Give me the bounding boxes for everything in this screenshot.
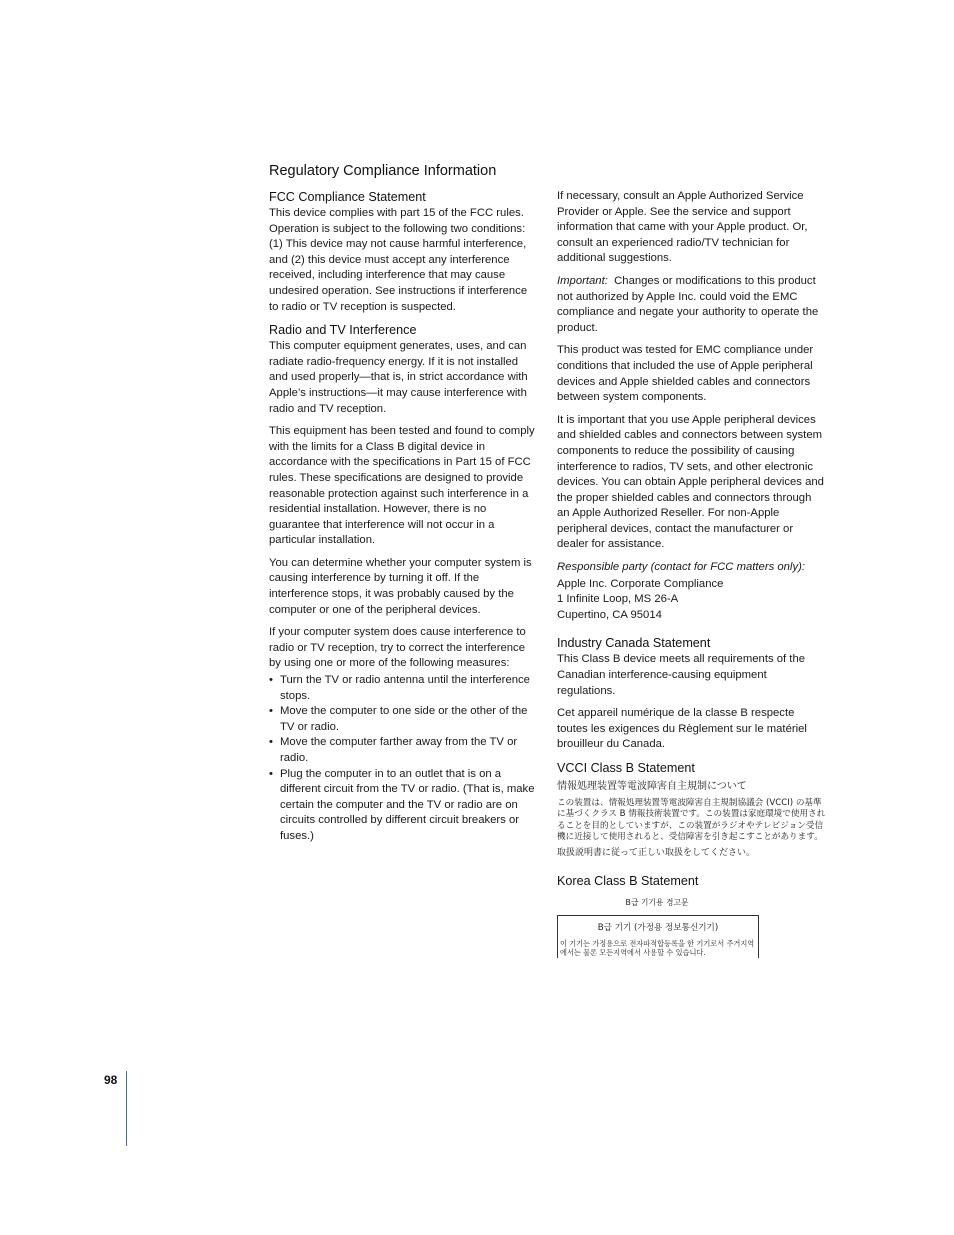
- address-line: Cupertino, CA 95014: [557, 608, 662, 621]
- korea-section: [557, 873, 827, 958]
- left-column: [269, 189, 539, 851]
- responsible-party-label: Responsible party (contact for FCC matters only):: [557, 561, 805, 574]
- radio-tv-section: [269, 322, 539, 844]
- vcci-body: この装置は、情報処理装置等電波障害自主規制協議会 (VCCI) の基準に基づくクラス B 情報技術装置です。この装置は家庭環境で使用されることを目的としていますが、この装置がラジオやテレビジョン受信機に近接して使用されると、受信障害を引き起こすことがあります。: [557, 798, 826, 843]
- page-number: 98: [104, 1073, 118, 1087]
- page-title: Regulatory Compliance Information: [269, 163, 497, 179]
- radio-tv-paragraph-1: This computer equipment generates, uses, and can radiate radio-frequency energy. If it is not installed and used properly—that is, in strict accordance with Apple’s instructions—it may cause interference with radio and TV reception.: [269, 340, 528, 415]
- vcci-section: [557, 760, 827, 859]
- vcci-title: 情報処理装置等電波障害自主規制について: [557, 781, 747, 792]
- radio-tv-paragraph-2: This equipment has been tested and found to comply with the limits for a Class B digital device in accordance with the specifications in Part 15 of FCC rules. These specifications are designed to provide reasonable protection against such interference in a residential installation. However, there is no guarantee that interference will not occur in a particular installation.: [269, 425, 535, 547]
- page-margin-rule: [126, 1071, 127, 1146]
- korea-warning-box: [557, 915, 759, 958]
- fcc-heading: FCC Compliance Statement: [269, 190, 426, 204]
- canada-heading: Industry Canada Statement: [557, 636, 711, 651]
- canada-paragraph-en: This Class B device meets all requirements of the Canadian interference-causing equipment regulations.: [557, 653, 806, 697]
- emc-tested-paragraph: This product was tested for EMC compliance under conditions that included the use of Apple peripheral devices and Apple shielded cables and connectors between system components.: [557, 344, 814, 404]
- korea-caption: B급 기기용 경고문: [625, 898, 689, 908]
- vcci-heading: VCCI Class B Statement: [557, 761, 695, 775]
- important-text: Changes or modifications to this product not authorized by Apple Inc. could void the EMC compliance and negate your authority to operate the product.: [557, 274, 819, 334]
- consult-paragraph: If necessary, consult an Apple Authorized Service Provider or Apple. See the service and support information that came with your Apple product. Or, consult an experienced radio/TV technician for additional suggestions.: [557, 190, 808, 265]
- list-item: • Plug the computer in to an outlet that is on a different circuit from the TV or radio. (That is, make certain the computer and the TV or radio are on circuits controlled by different circuit breakers or fuses.): [269, 767, 539, 845]
- list-item: • Turn the TV or radio antenna until the interference stops.: [269, 673, 539, 704]
- list-item: • Move the computer farther away from the TV or radio.: [269, 735, 539, 766]
- vcci-statement: [557, 780, 827, 859]
- important-paragraph: [557, 274, 827, 336]
- canada-paragraph-fr: Cet appareil numérique de la classe B respecte toutes les exigences du Règlement sur le matériel brouilleur du Canada.: [557, 707, 807, 751]
- fcc-paragraph: This device complies with part 15 of the FCC rules. Operation is subject to the following two conditions: (1) This device may not cause harmful interference, and (2) this device must accept any interference received, including interference that may cause undesired operation. See instructions if interference to radio or TV reception is suspected.: [269, 207, 528, 313]
- address-line: 1 Infinite Loop, MS 26-A: [557, 593, 679, 606]
- important-label: Important:: [557, 274, 608, 287]
- list-item: • Move the computer to one side or the other of the TV or radio.: [269, 704, 539, 735]
- canada-section: [557, 635, 827, 753]
- fcc-section: [269, 189, 539, 315]
- korea-heading: Korea Class B Statement: [557, 874, 699, 889]
- address-block: [557, 577, 827, 624]
- radio-tv-paragraph-4: If your computer system does cause interference to radio or TV reception, try to correct the interference by using one or more of the following measures:: [269, 626, 526, 670]
- vcci-footer: 取扱説明書に従って正しい取扱をしてください。: [557, 847, 756, 858]
- interference-measures-list: [269, 673, 539, 845]
- right-column: [557, 189, 827, 964]
- peripherals-paragraph: It is important that you use Apple peripheral devices and shielded cables and connectors between system components to reduce the possibility of causing interference to radios, TV sets, and other electronic devices. You can obtain Apple peripheral devices and the proper shielded cables and connectors through an Apple Authorized Reseller. For non-Apple peripheral devices, contact the manufacturer or dealer for assistance.: [557, 413, 824, 551]
- address-line: Apple Inc. Corporate Compliance: [557, 577, 724, 590]
- korea-box-body: 이 기기는 가정용으로 전자파적합등록을 한 기기로서 주거지역에서는 물론 모든지역에서 사용할 수 있습니다.: [560, 939, 755, 958]
- radio-tv-paragraph-3: You can determine whether your computer system is causing interference by turning it off. If the interference stops, it was probably caused by the computer or one of the peripheral devices.: [269, 556, 532, 616]
- radio-tv-heading: Radio and TV Interference: [269, 323, 417, 338]
- korea-box-title: B급 기기 (가정용 정보통신기기): [597, 922, 719, 933]
